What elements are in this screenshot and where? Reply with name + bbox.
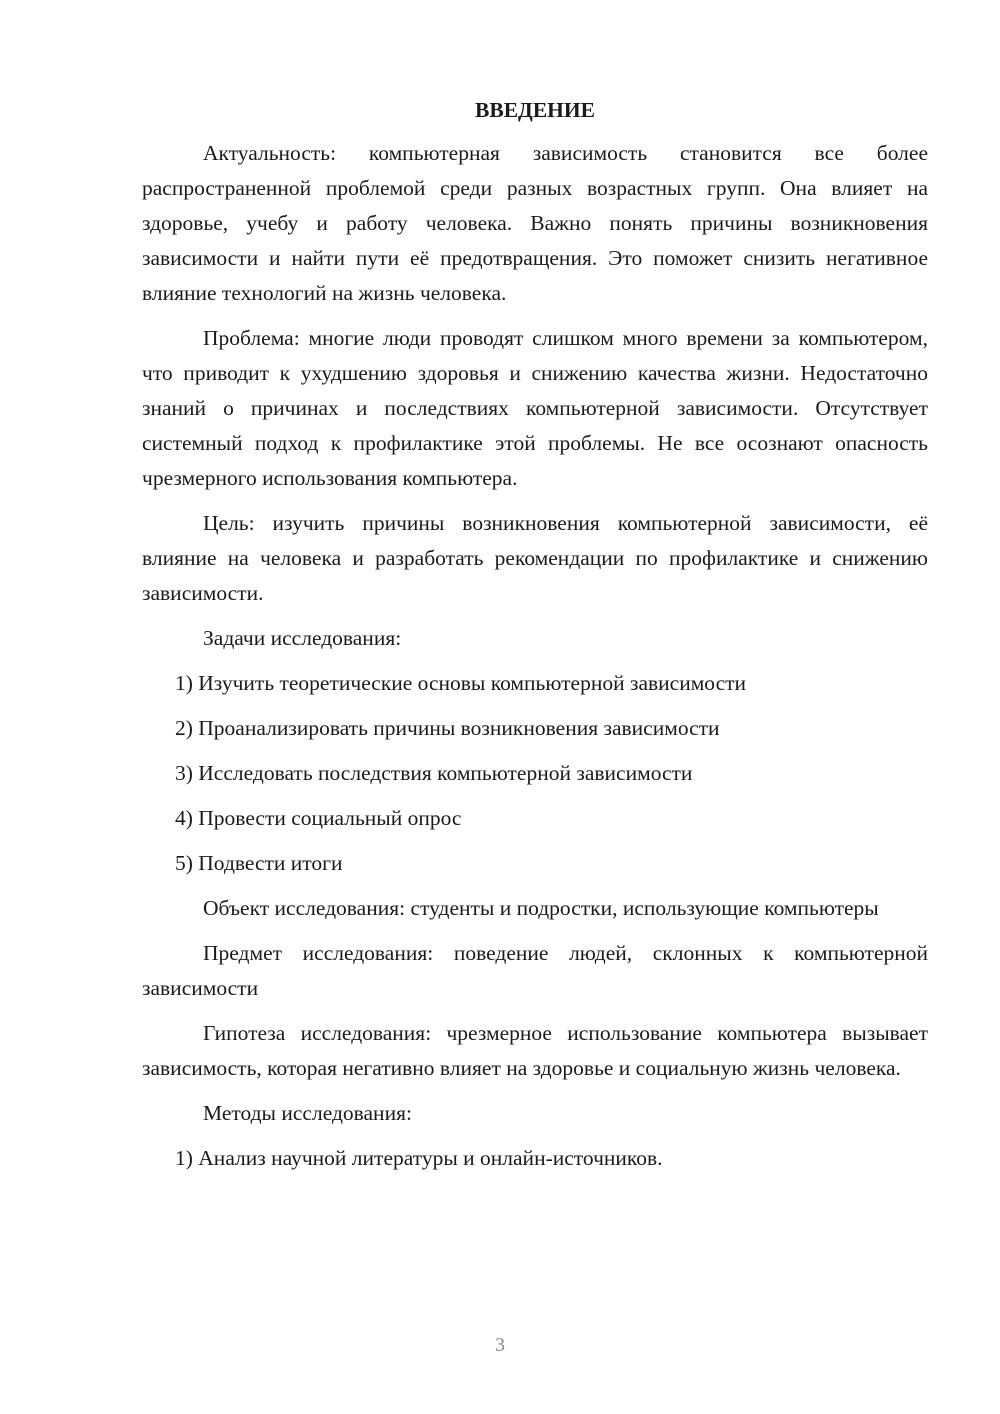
list-item: 4) Провести социальный опрос (175, 806, 462, 830)
list-item: 1) Анализ научной литературы и онлайн-источников. (175, 1146, 663, 1170)
list-item: 2) Проанализировать причины возникновения зависимости (175, 716, 720, 740)
methods-list (142, 1141, 928, 1176)
list-item: 5) Подвести итоги (175, 851, 343, 875)
tasks-heading: Задачи исследования: (203, 626, 402, 650)
problem-paragraph: Проблема: многие люди проводят слишком много времени за компьютером, что приводит к ухудшению здоровья и снижению качества жизни. Недостаточно знаний о причинах и последствиях компьютерной зависимости. Отсутствует системный подход к профилактике этой проблемы. Не все осознают опасность чрезмерного использования компьютера. (142, 326, 928, 490)
section-title: ВВЕДЕНИЕ (475, 98, 595, 122)
list-item: 1) Изучить теоретические основы компьютерной зависимости (175, 671, 747, 695)
object-paragraph: Объект исследования: студенты и подростки, использующие компьютеры (203, 896, 879, 920)
document-page (142, 92, 928, 1186)
goal-paragraph: Цель: изучить причины возникновения компьютерной зависимости, её влияние на человека и разработать рекомендации по профилактике и снижению зависимости. (142, 511, 928, 605)
hypothesis-paragraph: Гипотеза исследования: чрезмерное использование компьютера вызывает зависимость, которая негативно влияет на здоровье и социальную жизнь человека. (142, 1021, 928, 1080)
page-number: 3 (495, 1334, 505, 1356)
tasks-list (142, 666, 928, 881)
relevance-paragraph: Актуальность: компьютерная зависимость становится все более распространенной проблемой среди разных возрастных групп. Она влияет на здоровье, учебу и работу человека. Важно понять причины возникновения зависимости и найти пути её предотвращения. Это поможет снизить негативное влияние технологий на жизнь человека. (142, 141, 928, 305)
methods-heading: Методы исследования: (203, 1101, 412, 1125)
list-item: 3) Исследовать последствия компьютерной зависимости (175, 761, 693, 785)
subject-paragraph: Предмет исследования: поведение людей, склонных к компьютерной зависимости (142, 941, 928, 1000)
